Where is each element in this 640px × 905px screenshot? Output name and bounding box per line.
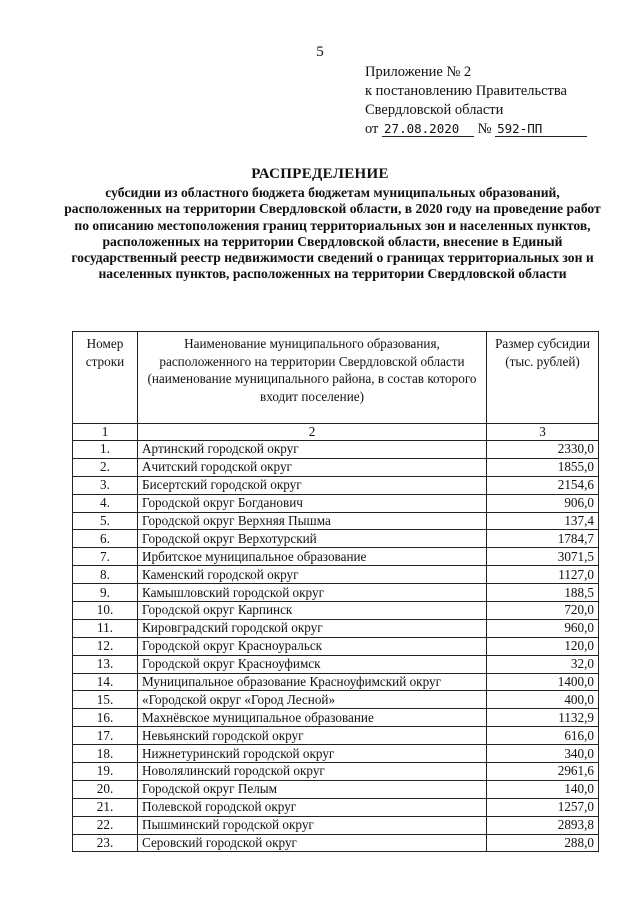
- municipality-name-cell: Муниципальное образование Красноуфимский округ: [138, 673, 487, 691]
- subsidy-amount-cell: 1784,7: [487, 530, 599, 548]
- subsidy-amount-cell: 340,0: [487, 745, 599, 763]
- municipality-name-cell: Камышловский городской округ: [138, 584, 487, 602]
- document-subtitle: субсидии из областного бюджета бюджетам муниципальных образований, расположенных на территории Свердловской области, в 2020 году на проведение работ по описанию местоположения границ территориальных зон и населенных пунктов, расположенных на территории Свердловской области, внесение в Единый государственный реестр недвижимости сведений о границах территориальных зон и населенных пунктов, расположенных на территории Свердловской области: [64, 185, 601, 282]
- municipality-name-cell: Городской округ Пелым: [138, 780, 487, 798]
- row-number-cell: 10.: [73, 602, 138, 620]
- table-row: [73, 655, 599, 673]
- table-row: [73, 673, 599, 691]
- municipality-name-cell: Махнёвское муниципальное образование: [138, 709, 487, 727]
- column-number: 1: [73, 424, 138, 441]
- table-row: [73, 763, 599, 781]
- appendix-line-3: Свердловской области: [365, 102, 504, 118]
- row-number-cell: 16.: [73, 709, 138, 727]
- table-row: [73, 566, 599, 584]
- number-label: №: [477, 121, 492, 137]
- subsidy-amount-cell: 2893,8: [487, 816, 599, 834]
- table-row: [73, 602, 599, 620]
- row-number-cell: 14.: [73, 673, 138, 691]
- column-number: 2: [138, 424, 487, 441]
- subsidy-amount-cell: 188,5: [487, 584, 599, 602]
- appendix-block: [365, 63, 625, 139]
- row-number-cell: 13.: [73, 655, 138, 673]
- row-number-cell: 17.: [73, 727, 138, 745]
- subsidy-amount-cell: 1132,9: [487, 709, 599, 727]
- table-row: [73, 476, 599, 494]
- row-number-cell: 3.: [73, 476, 138, 494]
- row-number-cell: 1.: [73, 441, 138, 459]
- subsidy-amount-cell: 1400,0: [487, 673, 599, 691]
- table-row: [73, 637, 599, 655]
- row-number-cell: 7.: [73, 548, 138, 566]
- row-number-cell: 23.: [73, 834, 138, 852]
- table-row: [73, 727, 599, 745]
- row-number-cell: 19.: [73, 763, 138, 781]
- row-number-cell: 15.: [73, 691, 138, 709]
- municipality-name-cell: Нижнетуринский городской округ: [138, 745, 487, 763]
- table-row: [73, 816, 599, 834]
- subsidy-amount-cell: 1855,0: [487, 458, 599, 476]
- table-row: [73, 691, 599, 709]
- header-subsidy-amount: Размер субсидии (тыс. рублей): [487, 332, 599, 424]
- row-number-cell: 5.: [73, 512, 138, 530]
- appendix-line-1: Приложение № 2: [365, 64, 472, 80]
- subsidy-amount-cell: 2330,0: [487, 441, 599, 459]
- municipality-name-cell: Артинский городской округ: [138, 441, 487, 459]
- municipality-name-cell: Серовский городской округ: [138, 834, 487, 852]
- subsidy-amount-cell: 288,0: [487, 834, 599, 852]
- subsidy-amount-cell: 137,4: [487, 512, 599, 530]
- municipality-name-cell: Городской округ Карпинск: [138, 602, 487, 620]
- column-number: 3: [487, 424, 599, 441]
- municipality-name-cell: Кировградский городской округ: [138, 619, 487, 637]
- subsidy-amount-cell: 720,0: [487, 602, 599, 620]
- table-row: [73, 780, 599, 798]
- table-row: [73, 619, 599, 637]
- subsidy-amount-cell: 616,0: [487, 727, 599, 745]
- table-header-row: [73, 332, 599, 424]
- row-number-cell: 9.: [73, 584, 138, 602]
- subsidy-table: [72, 331, 599, 852]
- row-number-cell: 11.: [73, 619, 138, 637]
- table-row: [73, 834, 599, 852]
- decree-number: 592-ПП: [495, 121, 587, 137]
- municipality-name-cell: Пышминский городской округ: [138, 816, 487, 834]
- row-number-cell: 12.: [73, 637, 138, 655]
- table-row: [73, 458, 599, 476]
- row-number-cell: 6.: [73, 530, 138, 548]
- decree-date: 27.08.2020: [382, 121, 474, 137]
- table-row: [73, 709, 599, 727]
- subsidy-amount-cell: 960,0: [487, 619, 599, 637]
- row-number-cell: 4.: [73, 494, 138, 512]
- subsidy-amount-cell: 2154,6: [487, 476, 599, 494]
- row-number-cell: 22.: [73, 816, 138, 834]
- subsidy-amount-cell: 906,0: [487, 494, 599, 512]
- municipality-name-cell: Каменский городской округ: [138, 566, 487, 584]
- header-municipality: Наименование муниципального образования, расположенного на территории Свердловской области (наименование муниципального района, в состав которого входит поселение): [138, 332, 487, 424]
- appendix-date-line: [365, 120, 625, 139]
- table-row: [73, 512, 599, 530]
- subsidy-amount-cell: 3071,5: [487, 548, 599, 566]
- row-number-cell: 21.: [73, 798, 138, 816]
- subsidy-amount-cell: 32,0: [487, 655, 599, 673]
- appendix-line-2: к постановлению Правительства: [365, 83, 567, 99]
- municipality-name-cell: Полевской городской округ: [138, 798, 487, 816]
- municipality-name-cell: Городской округ Красноуральск: [138, 637, 487, 655]
- municipality-name-cell: Городской округ Красноуфимск: [138, 655, 487, 673]
- row-number-cell: 2.: [73, 458, 138, 476]
- subsidy-amount-cell: 140,0: [487, 780, 599, 798]
- municipality-name-cell: Городской округ Верхотурский: [138, 530, 487, 548]
- subsidy-amount-cell: 2961,6: [487, 763, 599, 781]
- subsidy-amount-cell: 400,0: [487, 691, 599, 709]
- municipality-name-cell: «Городской округ «Город Лесной»: [138, 691, 487, 709]
- table-row: [73, 798, 599, 816]
- municipality-name-cell: Невьянский городской округ: [138, 727, 487, 745]
- municipality-name-cell: Городской округ Богданович: [138, 494, 487, 512]
- table-row: [73, 530, 599, 548]
- municipality-name-cell: Ачитский городской округ: [138, 458, 487, 476]
- from-label: от: [365, 121, 379, 137]
- table-row: [73, 548, 599, 566]
- row-number-cell: 18.: [73, 745, 138, 763]
- subsidy-amount-cell: 1127,0: [487, 566, 599, 584]
- table-row: [73, 745, 599, 763]
- table-row: [73, 441, 599, 459]
- row-number-cell: 8.: [73, 566, 138, 584]
- table-row: [73, 584, 599, 602]
- subsidy-amount-cell: 1257,0: [487, 798, 599, 816]
- municipality-name-cell: Бисертский городской округ: [138, 476, 487, 494]
- page-number: 5: [316, 44, 324, 60]
- table-row: [73, 494, 599, 512]
- municipality-name-cell: Новолялинский городской округ: [138, 763, 487, 781]
- header-row-number: Номер строки: [73, 332, 138, 424]
- municipality-name-cell: Ирбитское муниципальное образование: [138, 548, 487, 566]
- row-number-cell: 20.: [73, 780, 138, 798]
- column-number-row: [73, 424, 599, 441]
- subsidy-amount-cell: 120,0: [487, 637, 599, 655]
- document-title: РАСПРЕДЕЛЕНИЕ: [251, 166, 389, 182]
- municipality-name-cell: Городской округ Верхняя Пышма: [138, 512, 487, 530]
